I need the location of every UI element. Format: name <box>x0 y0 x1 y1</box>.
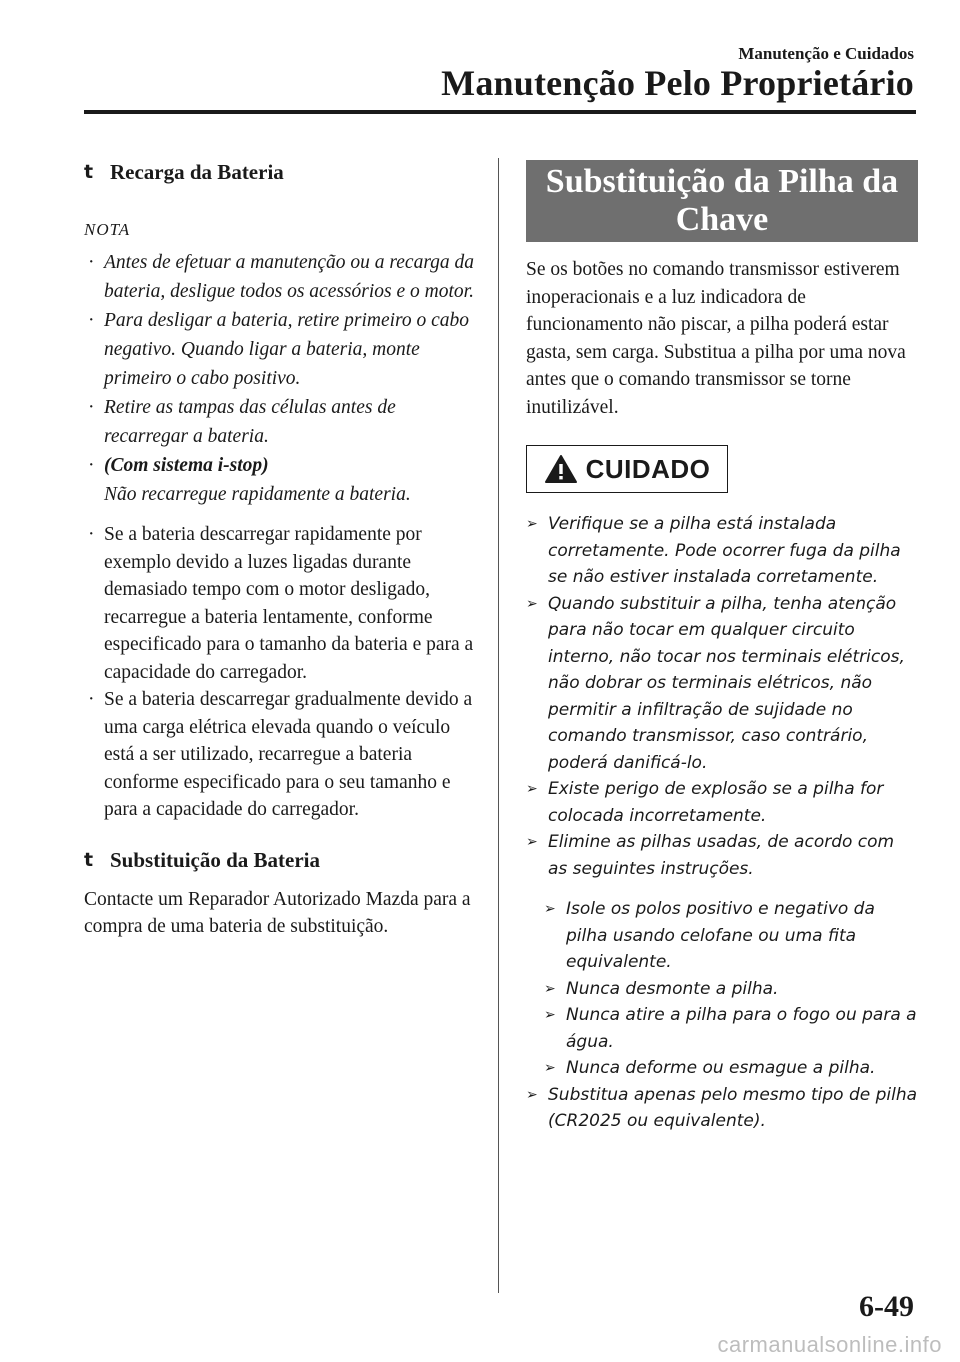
caution-item: ➢ Quando substituir a pilha, tenha atenção para não tocar em qualquer circuito interno, não tocar nos terminais elétricos, não dobrar os terminais elétricos, não permitir a infiltração de sujidade no comando transmissor, caso contrário, poderá danificá-lo. <box>526 591 918 777</box>
istop-label: (Com sistema i-stop) <box>104 455 269 476</box>
section-marker-icon: t <box>84 848 94 871</box>
arrow-icon: ➢ <box>544 1060 556 1076</box>
caution-list <box>526 511 918 1135</box>
sub-caution-item: ➢ Nunca desmonte a pilha. <box>544 976 918 1003</box>
note-item: · Retire as tampas das células antes de recarregar a bateria. <box>88 397 396 447</box>
caution-item: ➢ Substitua apenas pelo mesmo tipo de pilha (CR2025 ou equivalente). <box>526 1082 918 1135</box>
column-divider <box>498 158 499 1293</box>
note-item: · Antes de efetuar a manutenção ou a recarga da bateria, desligue todos os acessórios e o motor. <box>88 252 475 302</box>
list-item: · Se a bateria descarregar gradualmente devido a uma carga elétrica elevada quando o veículo está a ser utilizado, recarregue a bateria conforme especificado para o seu tamanho e para a capacidade do carregador. <box>88 689 473 820</box>
arrow-icon: ➢ <box>526 1086 538 1103</box>
caution-label: CUIDADO <box>585 453 711 484</box>
caution-box <box>526 445 728 493</box>
warning-triangle-icon <box>544 454 578 484</box>
section-title: Manutenção Pelo Proprietário <box>441 63 914 103</box>
arrow-icon: ➢ <box>526 516 538 532</box>
chapter-title: Manutenção e Cuidados <box>738 44 914 63</box>
sub-caution-item: ➢ Isole os polos positivo e negativo da pilha usando celofane ou uma fita equivalente. <box>544 896 918 976</box>
nota-label: NOTA <box>84 220 131 239</box>
replace-paragraph: Contacte um Reparador Autorizado Mazda para a compra de uma bateria de substituição. <box>84 888 471 937</box>
intro-paragraph: Se os botões no comando transmissor estiverem inoperacionais e a luz indicadora de funcionamento não piscar, a pilha poderá estar gasta, sem carga. Substitua a pilha por uma nova antes que o comando transmissor se torne inutilizável. <box>526 259 906 418</box>
arrow-icon: ➢ <box>544 1007 556 1023</box>
list-item: · Se a bateria descarregar rapidamente por exemplo devido a luzes ligadas durante demasiado tempo com o motor desligado, recarregue a bateria lentamente, conforme especificado para o tamanho da bateria e para a capacidade do carregador. <box>88 524 474 683</box>
section-marker-icon: t <box>84 161 94 183</box>
note-item-istop: · (Com sistema i-stop) Não recarregue rapidamente a bateria. <box>84 451 476 509</box>
arrow-icon: ➢ <box>544 901 556 917</box>
recharge-title: Recarga da Bateria <box>110 160 284 184</box>
body-list <box>84 521 476 824</box>
arrow-icon: ➢ <box>526 781 538 797</box>
sub-caution-item: ➢ Nunca atire a pilha para o fogo ou para a água. <box>544 1002 918 1055</box>
recharge-heading <box>84 158 476 186</box>
watermark: carmanualsonline.info <box>717 1332 942 1357</box>
replace-title: Substituição da Bateria <box>110 847 321 872</box>
header-rule <box>84 110 916 114</box>
caution-item: ➢ Existe perigo de explosão se a pilha for colocada incorretamente. <box>526 776 918 829</box>
arrow-icon: ➢ <box>526 595 538 612</box>
right-column <box>526 160 918 1135</box>
key-battery-banner <box>526 160 918 242</box>
banner-line-2: Chave <box>675 201 769 238</box>
left-column <box>84 158 476 941</box>
banner-line-1: Substituição da Pilha da <box>545 163 899 200</box>
page-number: 6-49 <box>859 1290 914 1323</box>
note-list <box>84 248 476 509</box>
arrow-icon: ➢ <box>544 980 556 997</box>
note-item: · Para desligar a bateria, retire primeiro o cabo negativo. Quando ligar a bateria, monte primeiro o cabo positivo. <box>88 310 470 389</box>
sub-caution-item: ➢ Nunca deforme ou esmague a pilha. <box>544 1055 918 1082</box>
arrow-icon: ➢ <box>526 834 538 850</box>
caution-item: ➢ Verifique se a pilha está instalada corretamente. Pode ocorrer fuga da pilha se não estiver instalada corretamente. <box>526 511 918 591</box>
caution-item: ➢ Elimine as pilhas usadas, de acordo com as seguintes instruções. <box>526 829 918 882</box>
replace-heading <box>84 846 476 874</box>
